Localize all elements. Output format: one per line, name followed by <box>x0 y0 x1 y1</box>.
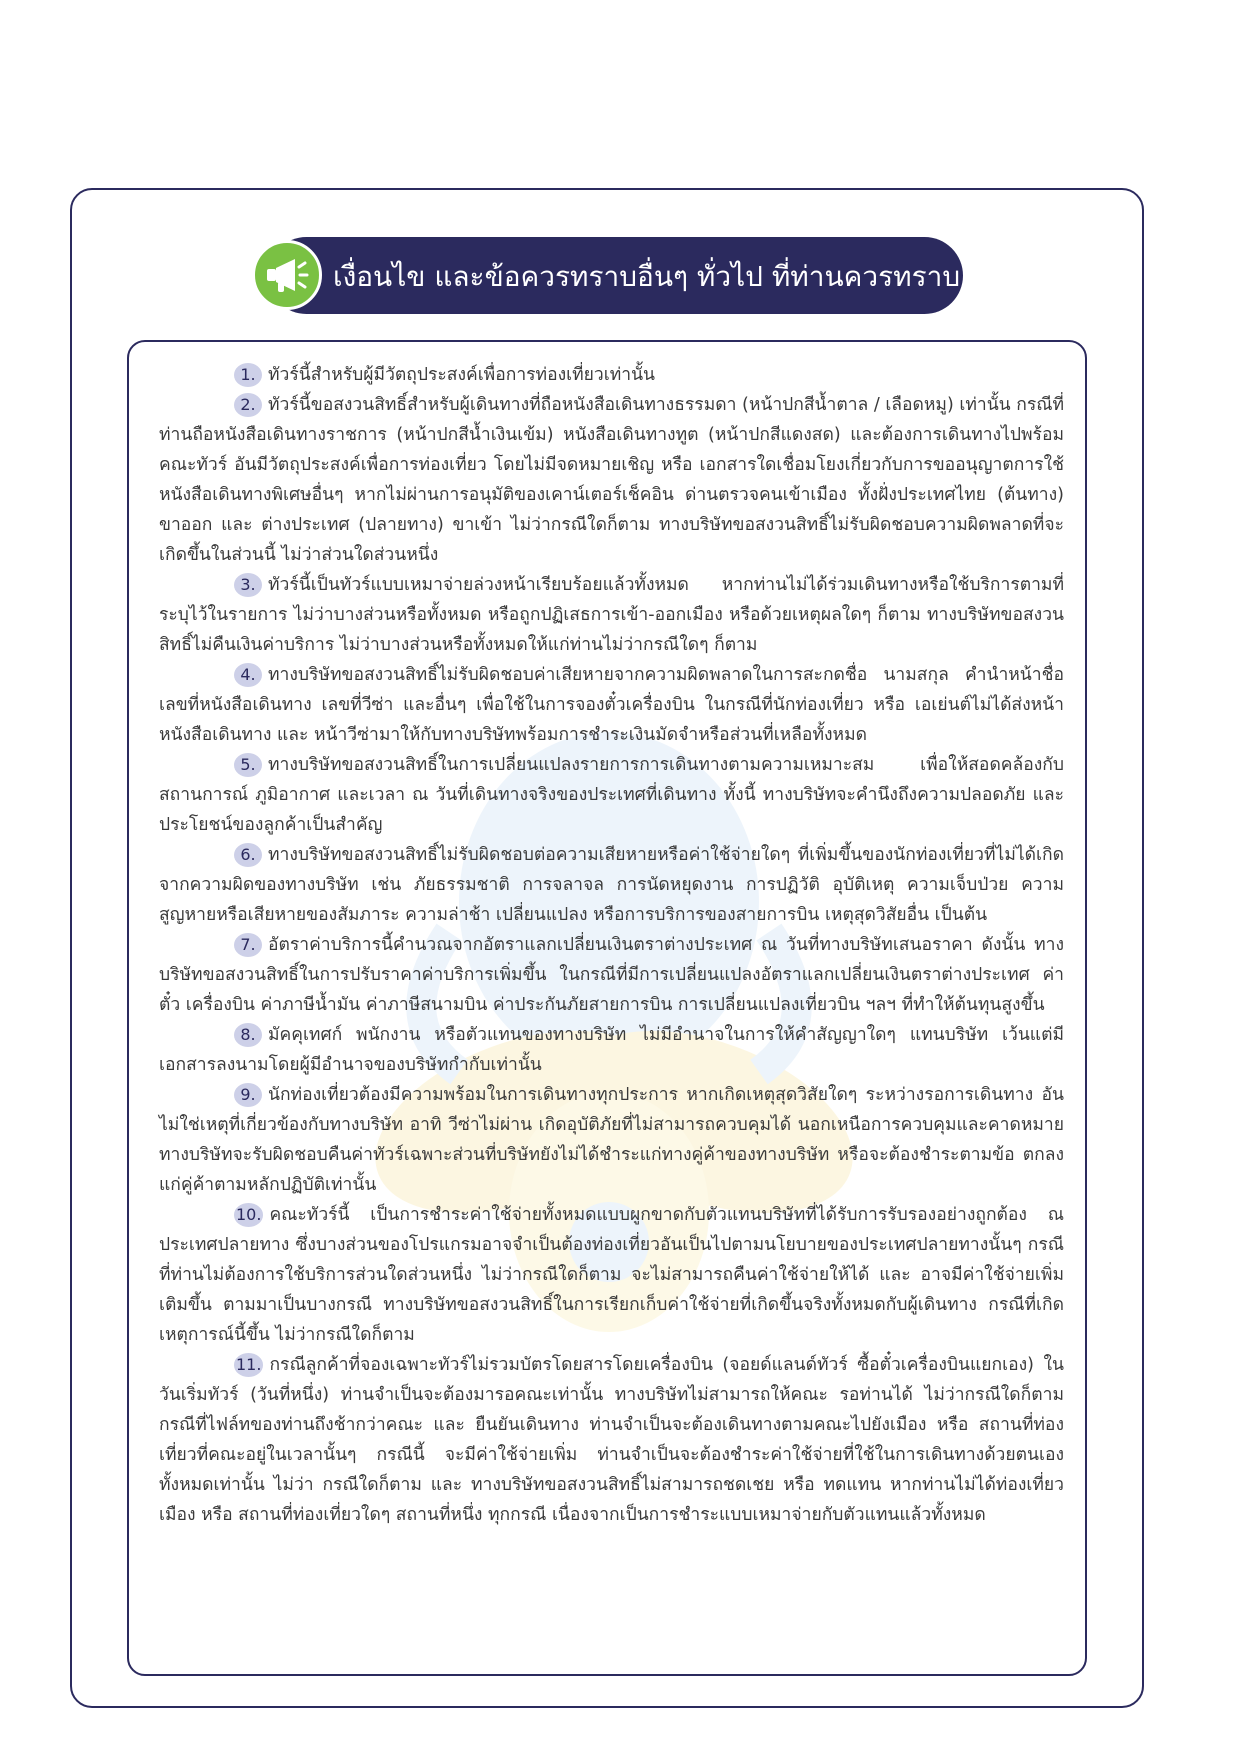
condition-item <box>159 1200 1064 1350</box>
condition-item <box>159 930 1064 1020</box>
condition-number: 9. <box>234 1083 262 1107</box>
condition-item <box>159 360 1064 390</box>
condition-number: 2. <box>234 393 262 417</box>
condition-item <box>159 750 1064 840</box>
condition-item <box>159 1020 1064 1080</box>
megaphone-icon <box>265 255 309 295</box>
condition-text: มัคคุเทศก์ พนักงาน หรือตัวแทนของทางบริษัท ไม่มีอำนาจในการให้คำสัญญาใดๆ แทนบริษัท เว้นแต่มีเอกสารลงนามโดยผู้มีอำนาจของบริษัทกำกับเท่านั้น <box>159 1025 1064 1075</box>
condition-text: ทางบริษัทขอสงวนสิทธิ์ในการเปลี่ยนแปลงรายการการเดินทางตามความเหมาะสม เพื่อให้สอดคล้องกับ สถานการณ์ ภูมิอากาศ และเวลา ณ วันที่เดินทางจริงของประเทศที่เดินทาง ทั้งนี้ ทางบริษัทจะคำนึงถึงความปลอดภัย และ ประโยชน์ของลูกค้าเป็นสำคัญ <box>159 755 1064 835</box>
condition-number: 5. <box>234 753 262 777</box>
condition-number: 6. <box>234 843 262 867</box>
condition-text: ทางบริษัทขอสงวนสิทธิ์ไม่รับผิดชอบต่อความเสียหายหรือค่าใช้จ่ายใดๆ ที่เพิ่มขึ้นของนักท่องเที่ยวที่ไม่ได้เกิดจากความผิดของทางบริษัท เช่น ภัยธรรมชาติ การจลาจล การนัดหยุดงาน การปฏิวัติ อุบัติเหตุ ความเจ็บป่วย ความสูญหายหรือเสียหายของสัมภาระ ความล่าช้า เปลี่ยนแปลง หรือการบริการของสายการบิน เหตุสุดวิสัยอื่น เป็นต้น <box>159 845 1064 925</box>
condition-text: คณะทัวร์นี้ เป็นการชำระค่าใช้จ่ายทั้งหมดแบบผูกขาดกับตัวแทนบริษัทที่ได้รับการรับรองอย่างถูกต้อง ณ ประเทศปลายทาง ซึ่งบางส่วนของโปรแกรมอาจจำเป็นต้องท่องเที่ยวอันเป็นไปตามนโยบายของประเทศปลายทางนั้นๆ กรณีที่ท่านไม่ต้องการใช้บริการส่วนใดส่วนหนึ่ง ไม่ว่ากรณีใดก็ตาม จะไม่สามารถคืนค่าใช้จ่ายให้ได้ และ อาจมีค่าใช้จ่ายเพิ่มเติมขึ้น ตามมาเป็นบางกรณี ทางบริษัทขอสงวนสิทธิ์ในการเรียกเก็บค่าใช้จ่ายที่เกิดขึ้นจริงทั้งหมดกับผู้เดินทาง กรณีที่เกิดเหตุการณ์นี้ขึ้น ไม่ว่ากรณีใดก็ตาม <box>159 1205 1064 1345</box>
condition-item <box>159 390 1064 570</box>
page-title: เงื่อนไข และข้อควรทราบอื่นๆ ทั่วไป ที่ท่านควรทราบ <box>333 260 961 293</box>
conditions-list <box>159 360 1064 1530</box>
condition-number: 10. <box>234 1203 263 1227</box>
condition-text: ทางบริษัทขอสงวนสิทธิ์ไม่รับผิดชอบค่าเสียหายจากความผิดพลาดในการสะกดชื่อ นามสกุล คำนำหน้าชื่อ เลขที่หนังสือเดินทาง เลขที่วีซ่า และอื่นๆ เพื่อใช้ในการจองตั๋วเครื่องบิน ในกรณีที่นักท่องเที่ยว หรือ เอเย่นต์ไม่ได้ส่งหน้าหนังสือเดินทาง และ หน้าวีซ่ามาให้กับทางบริษัทพร้อมการชำระเงินมัดจำหรือส่วนที่เหลือทั้งหมด <box>159 665 1064 745</box>
condition-item <box>159 570 1064 660</box>
condition-number: 11. <box>234 1353 263 1377</box>
condition-number: 3. <box>234 573 262 597</box>
condition-number: 7. <box>234 933 262 957</box>
conditions-panel <box>127 340 1087 1676</box>
condition-text: นักท่องเที่ยวต้องมีความพร้อมในการเดินทางทุกประการ หากเกิดเหตุสุดวิสัยใดๆ ระหว่างรอการเดินทาง อันไม่ใช่เหตุที่เกี่ยวข้องกับทางบริษัท อาทิ วีซ่าไม่ผ่าน เกิดอุบัติภัยที่ไม่สามารถควบคุมได้ นอกเหนือการควบคุมและคาดหมาย ทางบริษัทจะรับผิดชอบคืนค่าทัวร์เฉพาะส่วนที่บริษัทยังไม่ได้ชำระแก่ทางคู่ค้าของทางบริษัท หรือจะต้องชำระตามข้อ ตกลงแก่คู่ค้าตามหลักปฏิบัติเท่านั้น <box>159 1085 1064 1195</box>
condition-item <box>159 1080 1064 1200</box>
condition-number: 4. <box>234 663 262 687</box>
condition-number: 8. <box>234 1023 262 1047</box>
condition-item <box>159 1350 1064 1530</box>
condition-item <box>159 660 1064 750</box>
condition-text: ทัวร์นี้เป็นทัวร์แบบเหมาจ่ายล่วงหน้าเรียบร้อยแล้วทั้งหมด หากท่านไม่ได้ร่วมเดินทางหรือใช้บริการตามที่ระบุไว้ในรายการ ไม่ว่าบางส่วนหรือทั้งหมด หรือถูกปฏิเสธการเข้า-ออกเมือง หรือด้วยเหตุผลใดๆ ก็ตาม ทางบริษัทขอสงวนสิทธิ์ไม่คืนเงินค่าบริการ ไม่ว่าบางส่วนหรือทั้งหมดให้แก่ท่านไม่ว่ากรณีใดๆ ก็ตาม <box>159 575 1064 655</box>
condition-text: ทัวร์นี้สำหรับผู้มีวัตถุประสงค์เพื่อการท่องเที่ยวเท่านั้น <box>268 365 655 385</box>
condition-text: ทัวร์นี้ขอสงวนสิทธิ์สำหรับผู้เดินทางที่ถือหนังสือเดินทางธรรมดา (หน้าปกสีน้ำตาล / เลือดหมู) เท่านั้น กรณีที่ท่านถือหนังสือเดินทางราชการ (หน้าปกสีน้ำเงินเข้ม) หนังสือเดินทางทูต (หน้าปกสีแดงสด) และต้องการเดินทางไปพร้อมคณะทัวร์ อันมีวัตถุประสงค์เพื่อการท่องเที่ยว โดยไม่มีจดหมายเชิญ หรือ เอกสารใดเชื่อมโยงเกี่ยวกับการขออนุญาตการใช้หนังสือเดินทางพิเศษอื่นๆ หากไม่ผ่านการอนุมัติของเคาน์เตอร์เช็คอิน ด่านตรวจคนเข้าเมือง ทั้งฝั่งประเทศไทย (ต้นทาง) ขาออก และ ต่างประเทศ (ปลายทาง) ขาเข้า ไม่ว่ากรณีใดก็ตาม ทางบริษัทขอสงวนสิทธิ์ไม่รับผิดชอบความผิดพลาดที่จะเกิดขึ้นในส่วนนี้ ไม่ว่าส่วนใดส่วนหนึ่ง <box>159 395 1064 565</box>
megaphone-badge <box>252 240 322 310</box>
condition-text: อัตราค่าบริการนี้คำนวณจากอัตราแลกเปลี่ยนเงินตราต่างประเทศ ณ วันที่ทางบริษัทเสนอราคา ดังนั้น ทางบริษัทขอสงวนสิทธิ์ในการปรับราคาค่าบริการเพิ่มขึ้น ในกรณีที่มีการเปลี่ยนแปลงอัตราแลกเปลี่ยนเงินตราต่างประเทศ ค่าตั๋ว เครื่องบิน ค่าภาษีน้ำมัน ค่าภาษีสนามบิน ค่าประกันภัยสายการบิน การเปลี่ยนแปลงเที่ยวบิน ฯลฯ ที่ทำให้ต้นทุนสูงขึ้น <box>159 935 1064 1015</box>
condition-item <box>159 840 1064 930</box>
condition-number: 1. <box>234 363 262 387</box>
condition-text: กรณีลูกค้าที่จองเฉพาะทัวร์ไม่รวมบัตรโดยสารโดยเครื่องบิน (จอยด์แลนด์ทัวร์ ซื้อตั๋วเครื่องบินแยกเอง) ในวันเริ่มทัวร์ (วันที่หนึ่ง) ท่านจำเป็นจะต้องมารอคณะเท่านั้น ทางบริษัทไม่สามารถให้คณะ รอท่านได้ ไม่ว่ากรณีใดก็ตาม กรณีที่ไฟล์ทของท่านถึงช้ากว่าคณะ และ ยืนยันเดินทาง ท่านจำเป็นจะต้องเดินทางตามคณะไปยังเมือง หรือ สถานที่ท่องเที่ยวที่คณะอยู่ในเวลานั้นๆ กรณีนี้ จะมีค่าใช้จ่ายเพิ่ม ท่านจำเป็นจะต้องชำระค่าใช้จ่ายที่ใช้ในการเดินทางด้วยตนเองทั้งหมดเท่านั้น ไม่ว่า กรณีใดก็ตาม และ ทางบริษัทขอสงวนสิทธิ์ไม่สามารถชดเชย หรือ ทดแทน หากท่านไม่ได้ท่องเที่ยวเมือง หรือ สถานที่ท่องเที่ยวใดๆ สถานที่หนึ่ง ทุกกรณี เนื่องจากเป็นการชำระแบบเหมาจ่ายกับตัวแทนแล้วทั้งหมด <box>159 1355 1064 1525</box>
